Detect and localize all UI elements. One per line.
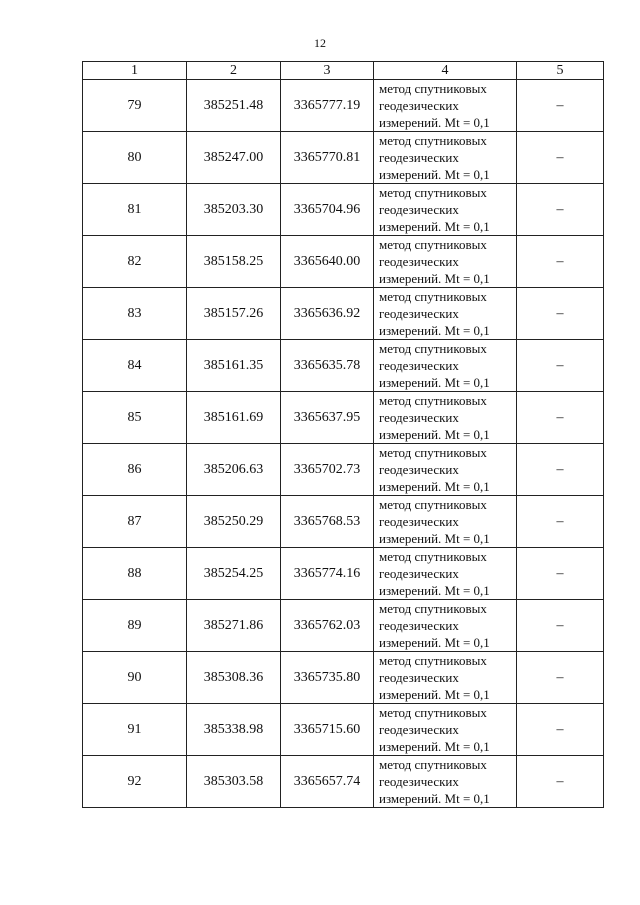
method-cell (374, 444, 517, 496)
note-cell: – (517, 444, 604, 496)
note-cell: – (517, 548, 604, 600)
x-coordinate-cell: 385303.58 (187, 756, 281, 808)
method-cell (374, 548, 517, 600)
point-number-cell: 89 (83, 600, 187, 652)
x-coordinate-cell: 385206.63 (187, 444, 281, 496)
y-coordinate-cell: 3365768.53 (281, 496, 374, 548)
x-coordinate-cell: 385250.29 (187, 496, 281, 548)
method-text-line: геодезических (379, 358, 459, 373)
method-text-line: метод спутниковых (379, 601, 487, 616)
y-coordinate-cell: 3365774.16 (281, 548, 374, 600)
method-text-line: измерений. Mt = 0,1 (379, 479, 490, 494)
y-coordinate-cell: 3365704.96 (281, 184, 374, 236)
x-coordinate-cell: 385254.25 (187, 548, 281, 600)
method-cell (374, 496, 517, 548)
method-cell (374, 756, 517, 808)
y-coordinate-cell: 3365770.81 (281, 132, 374, 184)
note-cell: – (517, 756, 604, 808)
method-text-line: геодезических (379, 618, 459, 633)
method-text-line: метод спутниковых (379, 445, 487, 460)
point-number-cell: 84 (83, 340, 187, 392)
point-number-cell: 79 (83, 80, 187, 132)
method-cell (374, 652, 517, 704)
table-row (83, 704, 604, 756)
table-row (83, 184, 604, 236)
x-coordinate-cell: 385251.48 (187, 80, 281, 132)
table-row (83, 340, 604, 392)
header-row (83, 62, 604, 80)
x-coordinate-cell: 385338.98 (187, 704, 281, 756)
note-cell: – (517, 704, 604, 756)
method-text-line: геодезических (379, 514, 459, 529)
note-cell: – (517, 236, 604, 288)
method-text-line: измерений. Mt = 0,1 (379, 323, 490, 338)
method-text-line: измерений. Mt = 0,1 (379, 635, 490, 650)
method-text-line: измерений. Mt = 0,1 (379, 791, 490, 806)
method-text-line: метод спутниковых (379, 653, 487, 668)
note-cell: – (517, 392, 604, 444)
x-coordinate-cell: 385247.00 (187, 132, 281, 184)
method-text-line: геодезических (379, 670, 459, 685)
method-cell (374, 704, 517, 756)
y-coordinate-cell: 3365762.03 (281, 600, 374, 652)
method-text-line: измерений. Mt = 0,1 (379, 219, 490, 234)
method-text-line: геодезических (379, 566, 459, 581)
table-row (83, 496, 604, 548)
point-number-cell: 92 (83, 756, 187, 808)
x-coordinate-cell: 385158.25 (187, 236, 281, 288)
point-number-cell: 80 (83, 132, 187, 184)
header-col-1: 1 (83, 62, 187, 80)
note-cell: – (517, 80, 604, 132)
y-coordinate-cell: 3365636.92 (281, 288, 374, 340)
note-cell: – (517, 288, 604, 340)
method-text-line: метод спутниковых (379, 705, 487, 720)
method-text-line: геодезических (379, 306, 459, 321)
method-text-line: измерений. Mt = 0,1 (379, 375, 490, 390)
method-cell (374, 80, 517, 132)
table-header (83, 62, 604, 80)
method-text-line: геодезических (379, 774, 459, 789)
method-text-line: метод спутниковых (379, 393, 487, 408)
table-row (83, 756, 604, 808)
y-coordinate-cell: 3365715.60 (281, 704, 374, 756)
x-coordinate-cell: 385161.69 (187, 392, 281, 444)
x-coordinate-cell: 385308.36 (187, 652, 281, 704)
method-cell (374, 340, 517, 392)
method-text-line: метод спутниковых (379, 341, 487, 356)
table-row (83, 652, 604, 704)
note-cell: – (517, 340, 604, 392)
point-number-cell: 87 (83, 496, 187, 548)
method-text-line: метод спутниковых (379, 133, 487, 148)
header-col-2: 2 (187, 62, 281, 80)
method-text-line: метод спутниковых (379, 289, 487, 304)
y-coordinate-cell: 3365640.00 (281, 236, 374, 288)
method-text-line: измерений. Mt = 0,1 (379, 687, 490, 702)
table-row (83, 132, 604, 184)
table-row (83, 444, 604, 496)
method-text-line: геодезических (379, 722, 459, 737)
y-coordinate-cell: 3365702.73 (281, 444, 374, 496)
table-body (83, 80, 604, 808)
y-coordinate-cell: 3365777.19 (281, 80, 374, 132)
x-coordinate-cell: 385161.35 (187, 340, 281, 392)
y-coordinate-cell: 3365637.95 (281, 392, 374, 444)
header-col-4: 4 (374, 62, 517, 80)
point-number-cell: 82 (83, 236, 187, 288)
y-coordinate-cell: 3365657.74 (281, 756, 374, 808)
method-cell (374, 184, 517, 236)
method-text-line: измерений. Mt = 0,1 (379, 531, 490, 546)
method-cell (374, 600, 517, 652)
method-cell (374, 132, 517, 184)
y-coordinate-cell: 3365635.78 (281, 340, 374, 392)
method-text-line: измерений. Mt = 0,1 (379, 271, 490, 286)
method-text-line: геодезических (379, 150, 459, 165)
point-number-cell: 90 (83, 652, 187, 704)
point-number-cell: 88 (83, 548, 187, 600)
method-cell (374, 236, 517, 288)
method-text-line: геодезических (379, 462, 459, 477)
method-text-line: измерений. Mt = 0,1 (379, 739, 490, 754)
method-text-line: измерений. Mt = 0,1 (379, 427, 490, 442)
coordinates-table (82, 61, 604, 808)
note-cell: – (517, 600, 604, 652)
method-cell (374, 392, 517, 444)
table-row (83, 548, 604, 600)
method-text-line: геодезических (379, 98, 459, 113)
point-number-cell: 91 (83, 704, 187, 756)
method-text-line: измерений. Mt = 0,1 (379, 167, 490, 182)
method-text-line: метод спутниковых (379, 81, 487, 96)
note-cell: – (517, 652, 604, 704)
method-text-line: геодезических (379, 254, 459, 269)
header-col-3: 3 (281, 62, 374, 80)
table-row (83, 392, 604, 444)
point-number-cell: 86 (83, 444, 187, 496)
method-text-line: геодезических (379, 410, 459, 425)
point-number-cell: 83 (83, 288, 187, 340)
table-row (83, 600, 604, 652)
y-coordinate-cell: 3365735.80 (281, 652, 374, 704)
note-cell: – (517, 184, 604, 236)
method-cell (374, 288, 517, 340)
method-text-line: измерений. Mt = 0,1 (379, 583, 490, 598)
page-number: 12 (314, 36, 326, 50)
x-coordinate-cell: 385271.86 (187, 600, 281, 652)
x-coordinate-cell: 385203.30 (187, 184, 281, 236)
header-col-5: 5 (517, 62, 604, 80)
method-text-line: метод спутниковых (379, 549, 487, 564)
method-text-line: метод спутниковых (379, 185, 487, 200)
method-text-line: метод спутниковых (379, 497, 487, 512)
point-number-cell: 81 (83, 184, 187, 236)
x-coordinate-cell: 385157.26 (187, 288, 281, 340)
method-text-line: метод спутниковых (379, 757, 487, 772)
note-cell: – (517, 132, 604, 184)
point-number-cell: 85 (83, 392, 187, 444)
note-cell: – (517, 496, 604, 548)
method-text-line: измерений. Mt = 0,1 (379, 115, 490, 130)
table-row (83, 236, 604, 288)
table-row (83, 80, 604, 132)
method-text-line: геодезических (379, 202, 459, 217)
method-text-line: метод спутниковых (379, 237, 487, 252)
table-row (83, 288, 604, 340)
